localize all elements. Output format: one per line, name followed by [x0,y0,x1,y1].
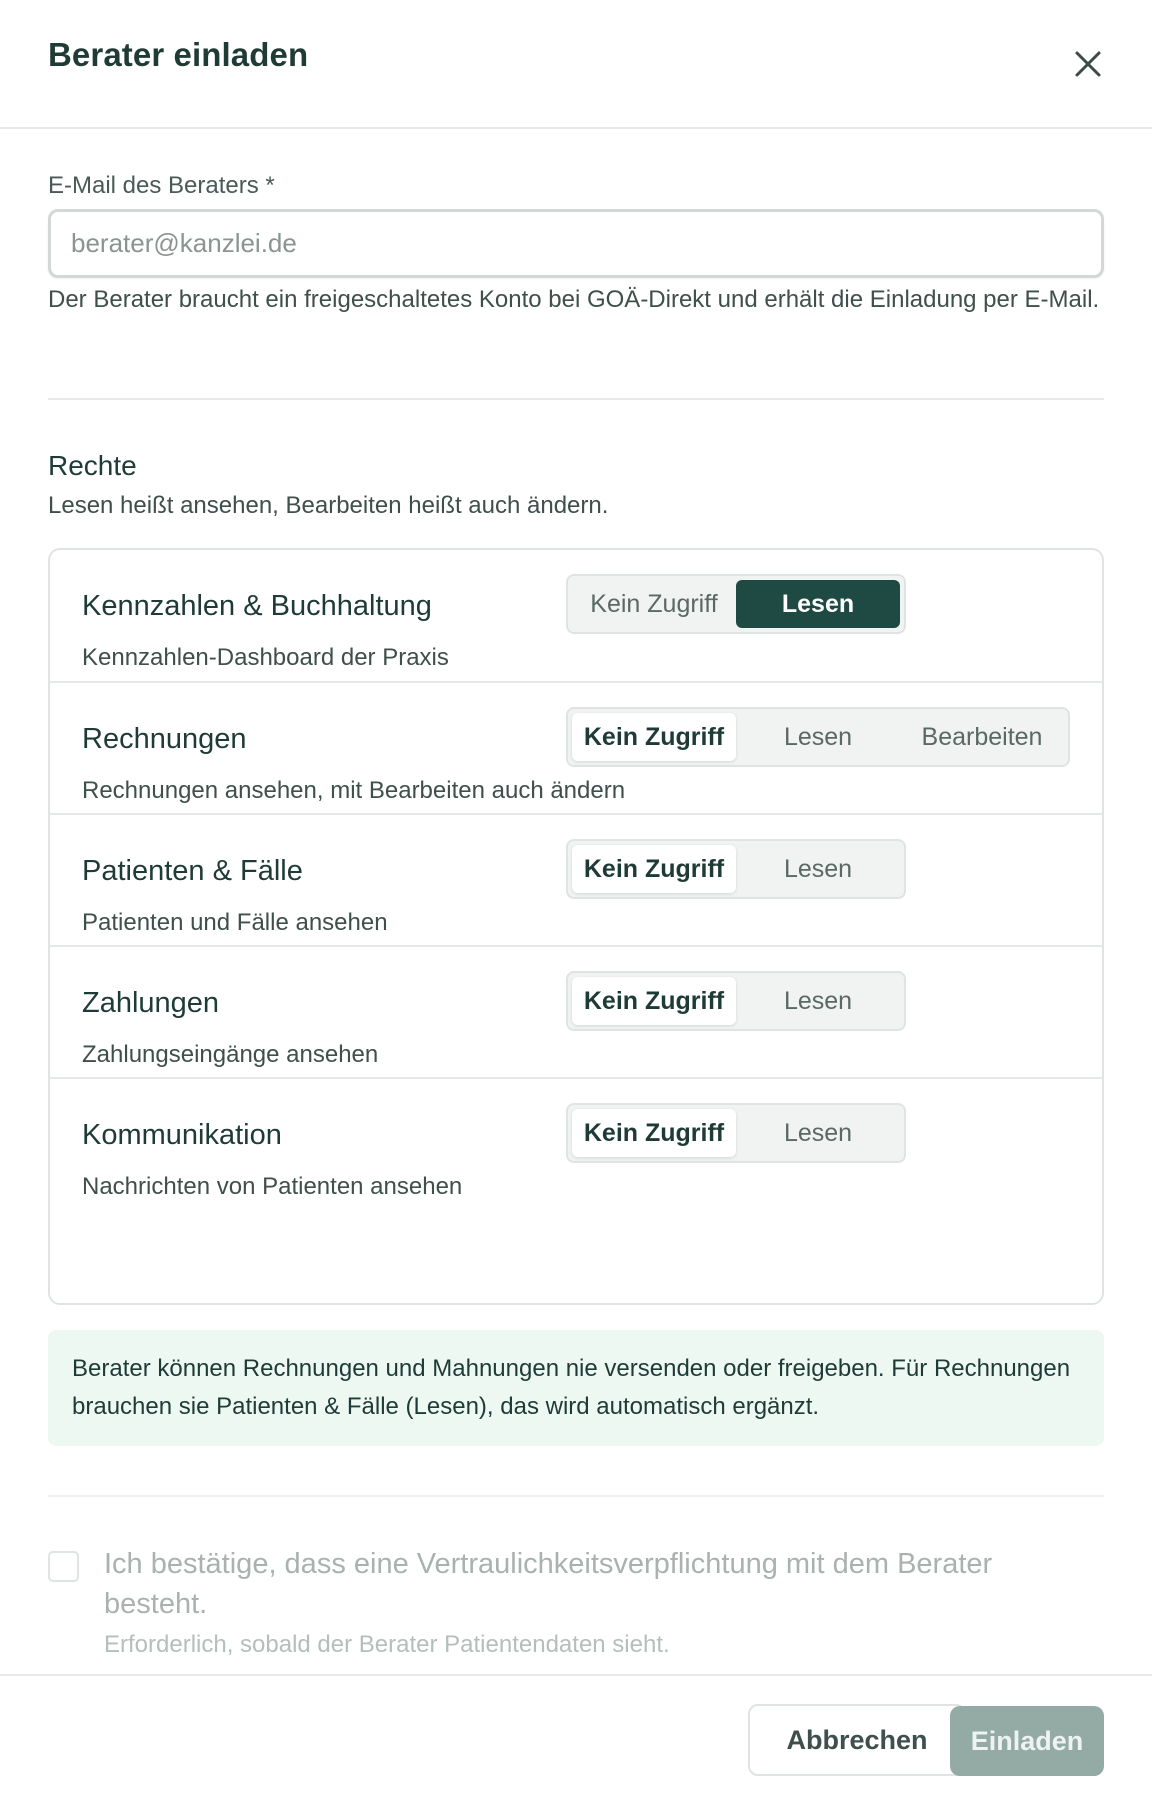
right-description: Patienten und Fälle ansehen [82,909,388,936]
dialog-header [0,0,1152,129]
rights-card [48,548,1104,1305]
option-lesen[interactable]: Lesen [783,722,853,751]
dialog-footer [0,1674,1152,1800]
access-segmented-control [566,839,906,899]
close-button[interactable] [1068,44,1108,84]
option-bearbeiten[interactable]: Bearbeiten [921,722,1043,751]
access-segmented-control [566,971,906,1031]
invite-button[interactable]: Einladen [950,1706,1104,1776]
right-description: Kennzahlen-Dashboard der Praxis [82,644,449,671]
access-segmented-control [566,1103,906,1163]
confidentiality-checkbox[interactable] [48,1551,79,1582]
divider [48,398,1104,400]
option-kein-zugriff[interactable]: Kein Zugriff [572,713,736,761]
right-title: Rechnungen [82,723,247,755]
right-description: Zahlungseingänge ansehen [82,1041,379,1068]
option-lesen[interactable]: Lesen [736,580,900,628]
info-note: Berater können Rechnungen und Mahnungen nie versenden oder freigeben. Für Rechnungen brauchen sie Patienten & Fälle (Lesen), das wird automatisch ergänzt. [48,1330,1104,1446]
right-title: Patienten & Fälle [82,855,303,887]
option-lesen[interactable]: Lesen [783,986,853,1015]
access-segmented-control [566,707,1070,767]
confidentiality-label: Ich bestätige, dass eine Vertraulichkeitsverpflichtung mit dem Berater besteht. [104,1548,993,1620]
email-hint: Der Berater braucht ein freigeschaltetes Konto bei GOÄ-Direkt und erhält die Einladung per E-Mail. [48,286,1100,313]
option-lesen[interactable]: Lesen [783,854,853,883]
option-lesen[interactable]: Lesen [783,1118,853,1147]
right-title: Kennzahlen & Buchhaltung [82,590,432,622]
dialog-title: Berater einladen [48,36,309,73]
right-description: Rechnungen ansehen, mit Bearbeiten auch ändern [82,777,626,804]
option-kein-zugriff[interactable]: Kein Zugriff [572,977,736,1025]
email-field[interactable] [48,209,1104,278]
cancel-button[interactable]: Abbrechen [748,1704,966,1776]
divider [48,1495,1104,1497]
confidentiality-hint: Erforderlich, sobald der Berater Patientendaten sieht. [104,1631,670,1658]
right-row-kennzahlen [50,550,1102,683]
rights-subtitle: Lesen heißt ansehen, Bearbeiten heißt auch ändern. [48,492,609,519]
email-label: E-Mail des Beraters * [48,172,275,199]
close-icon [1074,50,1102,78]
option-kein-zugriff[interactable]: Kein Zugriff [572,1109,736,1157]
right-row-kommunikation [50,1079,1102,1303]
right-title: Kommunikation [82,1119,282,1151]
right-row-zahlungen [50,947,1102,1079]
option-kein-zugriff[interactable]: Kein Zugriff [572,845,736,893]
option-kein-zugriff[interactable]: Kein Zugriff [590,589,718,618]
access-segmented-control [566,574,906,634]
right-row-patienten [50,815,1102,947]
right-title: Zahlungen [82,987,220,1019]
right-row-rechnungen [50,683,1102,815]
right-description: Nachrichten von Patienten ansehen [82,1173,463,1200]
rights-title: Rechte [48,450,137,481]
